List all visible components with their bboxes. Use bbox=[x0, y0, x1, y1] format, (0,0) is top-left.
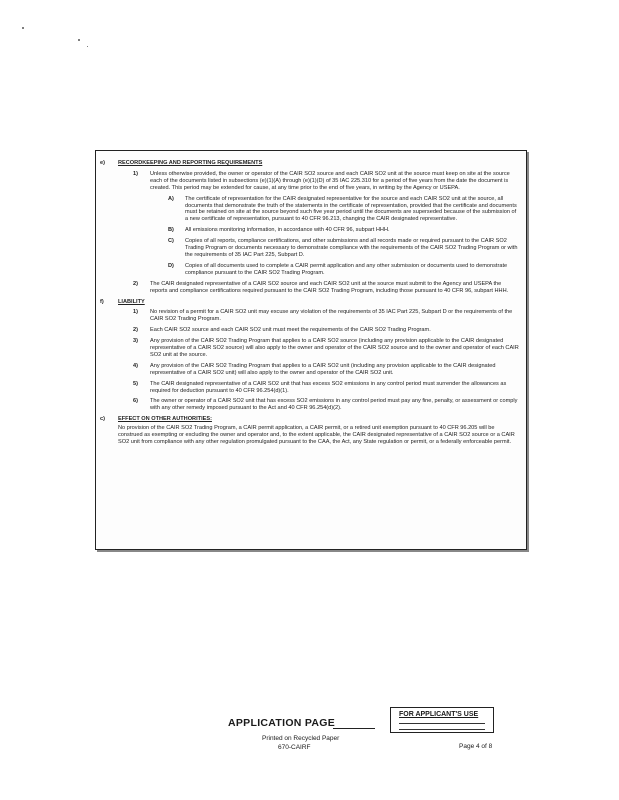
page-number-blank-line bbox=[333, 728, 375, 729]
item-marker: 2) bbox=[133, 280, 138, 287]
section-marker: c) bbox=[100, 416, 105, 423]
item-marker: 4) bbox=[133, 362, 138, 369]
footer-title: APPLICATION PAGE bbox=[228, 717, 336, 729]
applicants-use-box bbox=[390, 707, 494, 733]
item-marker: 6) bbox=[133, 398, 138, 405]
subitem-text: The certificate of representation for the CAIR designated representative for the source and each CAIR SO2 unit at the source, all documents that demonstrate the truth of the statements in the certificate of representation, provided that the certificate and documents must be retained on site at the source beyond such five year period until the documents are superseded because of the submission of a new certificate of representation, pursuant to 40 CFR 96.213, changing the CAIR designated representative. bbox=[185, 195, 517, 223]
subitem-marker: C) bbox=[168, 238, 174, 245]
item-marker: 2) bbox=[133, 327, 138, 334]
subitem-marker: D) bbox=[168, 262, 174, 269]
section-heading: RECORDKEEPING AND REPORTING REQUIREMENTS bbox=[118, 160, 263, 166]
applicants-use-label: FOR APPLICANT'S USE bbox=[399, 711, 479, 718]
section-heading-row bbox=[100, 416, 520, 423]
sub-list-item bbox=[100, 196, 520, 224]
item-text: The CAIR designated representative of a CAIR SO2 source and each CAIR SO2 unit at the source must submit to the Agency and USEPA the reports and compliance certifications required pursuant to the CAIR SO2 Trading Program, including those pursuant to 40 CFR 96, subpart HHH. bbox=[150, 280, 509, 294]
recycled-paper-note: Printed on Recycled Paper bbox=[262, 735, 340, 742]
section-marker: f) bbox=[100, 298, 104, 305]
item-text: Any provision of the CAIR SO2 Trading Program that applies to a CAIR SO2 source (including any provision applicable to the CAIR designated representative of a CAIR SO2 source) will also apply to the owner and operator of the CAIR SO2 source and to the owner and operator of each CAIR SO2 unit at the source. bbox=[150, 338, 519, 358]
item-marker: 1) bbox=[133, 170, 138, 177]
item-text: Unless otherwise provided, the owner or operator of the CAIR SO2 source and each CAIR SO2 unit at the source must keep on site at the source each of the documents listed in subsections (e)(1)(A) through (e)(1)(D) of 35 IAC 225.310 for a period of five years from the date the document is created. This period may be extended for cause, at any time prior to the end of five years, in writing by the Agency or USEPA. bbox=[150, 170, 510, 191]
form-code: 670-CAIRF bbox=[278, 744, 311, 751]
list-item bbox=[100, 309, 520, 323]
box-line bbox=[399, 723, 485, 724]
item-text: The owner or operator of a CAIR SO2 unit that has excess SO2 emissions in any control period must pay any fine, penalty, or assessment or comply with any other remedy imposed pursuant to the Act and 40 CFR 96.254(d)(2). bbox=[150, 398, 518, 412]
list-item bbox=[100, 171, 520, 192]
section-text: No provision of the CAIR SO2 Trading Program, a CAIR permit application, a CAIR permit, or a retired unit exemption pursuant to 40 CFR 96.205 will be construed as exempting or excluding the owner and operator and, to the extent applicable, the CAIR designated representative of a CAIR SO2 source or a CAIR SO2 unit from compliance with any other regulation promulgated pursuant to the CAA, the Act, any State regulation or permit, or a federally enforceable permit. bbox=[118, 425, 515, 445]
item-marker: 3) bbox=[133, 338, 138, 345]
sub-list-item bbox=[100, 238, 520, 259]
list-item bbox=[100, 327, 520, 334]
page-number: Page 4 of 8 bbox=[459, 743, 493, 750]
sub-list-item bbox=[100, 263, 520, 277]
subitem-text: Copies of all reports, compliance certifications, and other submissions and all records made or required pursuant to the CAIR SO2 Trading Program or documents necessary to demonstrate compliance with the requirements of the CAIR SO2 Trading Program or with the requirements of 35 IAC Part 225, Subpart D. bbox=[185, 238, 518, 258]
item-text: The CAIR designated representative of a CAIR SO2 unit that has excess SO2 emissions in any control period must surrender the allowances as required for deduction pursuant to 40 CFR 96.254(d)(1). bbox=[150, 380, 507, 394]
subitem-text: All emissions monitoring information, in accordance with 40 CFR 96, subpart HHH. bbox=[185, 227, 390, 234]
form-content bbox=[100, 160, 520, 450]
section-marker: e) bbox=[100, 160, 105, 166]
section-heading-row bbox=[100, 299, 520, 306]
scan-speck bbox=[22, 27, 24, 29]
scan-speck bbox=[78, 39, 80, 41]
item-marker: 5) bbox=[133, 380, 138, 387]
subitem-marker: A) bbox=[168, 195, 174, 202]
list-item bbox=[100, 398, 520, 412]
list-item bbox=[100, 281, 520, 295]
item-marker: 1) bbox=[133, 309, 138, 316]
list-item bbox=[100, 381, 520, 395]
subitem-marker: B) bbox=[168, 227, 174, 234]
section-heading-row bbox=[100, 160, 520, 167]
item-text: Each CAIR SO2 source and each CAIR SO2 unit must meet the requirements of the CAIR SO2 Trading Program. bbox=[150, 327, 431, 334]
sub-list-item bbox=[100, 227, 520, 234]
section-heading: LIABILITY bbox=[118, 298, 145, 305]
list-item bbox=[100, 363, 520, 377]
item-text: No revision of a permit for a CAIR SO2 unit may excuse any violation of the requirements of 35 IAC Part 225, Subpart D or the requirements of the CAIR SO2 Trading Program. bbox=[150, 309, 513, 323]
list-item bbox=[100, 338, 520, 359]
box-line bbox=[399, 729, 485, 730]
section-heading: EFFECT ON OTHER AUTHORITIES: bbox=[118, 416, 212, 423]
item-text: Any provision of the CAIR SO2 Trading Program that applies to a CAIR SO2 unit (including any provision applicable to the CAIR designated representative of a CAIR SO2 unit) will also apply to the owner and operator of the CAIR SO2 unit. bbox=[150, 362, 496, 376]
scan-speck bbox=[87, 46, 88, 47]
subitem-text: Copies of all documents used to complete a CAIR permit application and any other submission or documents used to demonstrate compliance pursuant to the CAIR SO2 Trading Program. bbox=[185, 262, 508, 276]
